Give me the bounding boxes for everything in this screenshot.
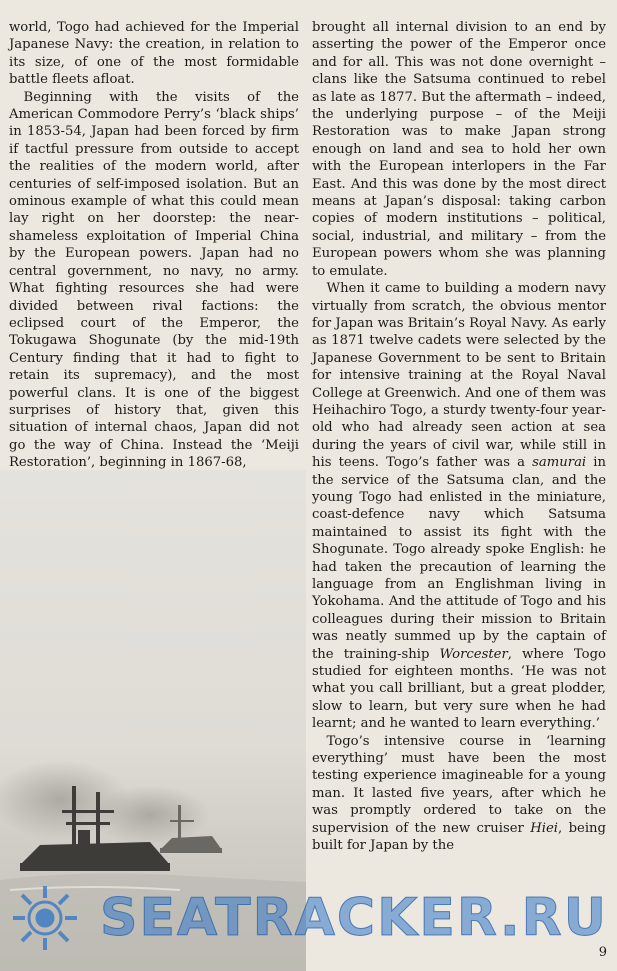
left-text-column <box>9 19 299 472</box>
text-run: , being built for Japan by the <box>312 820 606 854</box>
italic-term: Worcester <box>439 646 508 662</box>
paragraph <box>312 19 606 280</box>
page-number: 9 <box>598 945 607 960</box>
paragraph <box>312 733 606 855</box>
text-run: When it came to building a modern navy virtually from scratch, the obvious mentor for Japan was Britain’s Royal Navy. As early as 1871 twelve cadets were selected by the Japanese Government to be sent to Britain for intensive training at the Royal Naval College at Greenwich. And one of them was Heihachiro Togo, a sturdy twenty-four year-old who had already seen action at sea during the years of civil war, while still in his teens. Togo’s father was a <box>312 281 606 471</box>
text-run: in the service of the Satsuma clan, and the young Togo had enlisted in the miniature, coast-defence navy which Satsuma maintained to assist its fight with the Shogunate. Togo already spoke English: he had taken the precaution of learning the language from an Englishman living in Yokohama. And the attitude of Togo and his colleagues during their mission to Britain was neatly summed up by the captain of the training-ship <box>312 455 607 662</box>
paragraph: Beginning with the visits of the American Commodore Perry’s ‘black ships’ in 1853-54, Japan had been forced by firm if tactful pressure from outside to accept the realities of the modern world, after centuries of self-imposed isolation. But an ominous example of what this could mean lay right on her doorstep: the near-shameless exploitation of Imperial China by the European powers. Japan had no central government, no navy, no army. What fighting resources she had were divided between rival factions: the eclipsed court of the Emperor, the Tokugawa Shogunate (by the mid-19th Century finding that it had to fight to retain its supremacy), and the most powerful clans. It is one of the biggest surprises of history that, given this situation of internal chaos, Japan did not go the way of China. Instead the ‘Meiji Restoration’, beginning in 1867-68, <box>9 89 299 471</box>
paragraph: world, Togo had achieved for the Imperial Japanese Navy: the creation, in relation to its size, of one of the most formidable battle fleets afloat. <box>9 20 299 88</box>
right-text-column <box>312 19 606 855</box>
watermark-text: SEATRACKER.RU <box>100 888 608 948</box>
italic-term: Hiei <box>530 820 558 836</box>
text-run: , where Togo studied for eighteen months. ‘He was not what you call brilliant, but a great plodder, slow to learn, but very sure when he had learnt; and he wanted to learn everything.’ <box>312 646 606 732</box>
text-run: Togo’s intensive course in ‘learning everything’ must have been the most testing experience imagineable for a young man. It lasted five years, after which he was promptly ordered to take on the supervision of the new cruiser <box>312 733 606 836</box>
text-run: brought all internal division to an end by asserting the power of the Emperor once and for all. This was not done overnight – clans like the Satsuma continued to rebel as late as 1877. But the aftermath – indeed, the underlying purpose – of the Meiji Restoration was to make Japan strong enough on land and sea to hold her own with the European interlopers in the Far East. And this was done by the most direct means at Japan’s disposal: taking carbon copies of modern institutions – political, social, industrial, and military – from the European powers whom she was planning to emulate. <box>312 20 606 279</box>
italic-term: samurai <box>532 455 587 471</box>
paragraph <box>312 280 606 733</box>
smoke-plume <box>90 785 210 845</box>
